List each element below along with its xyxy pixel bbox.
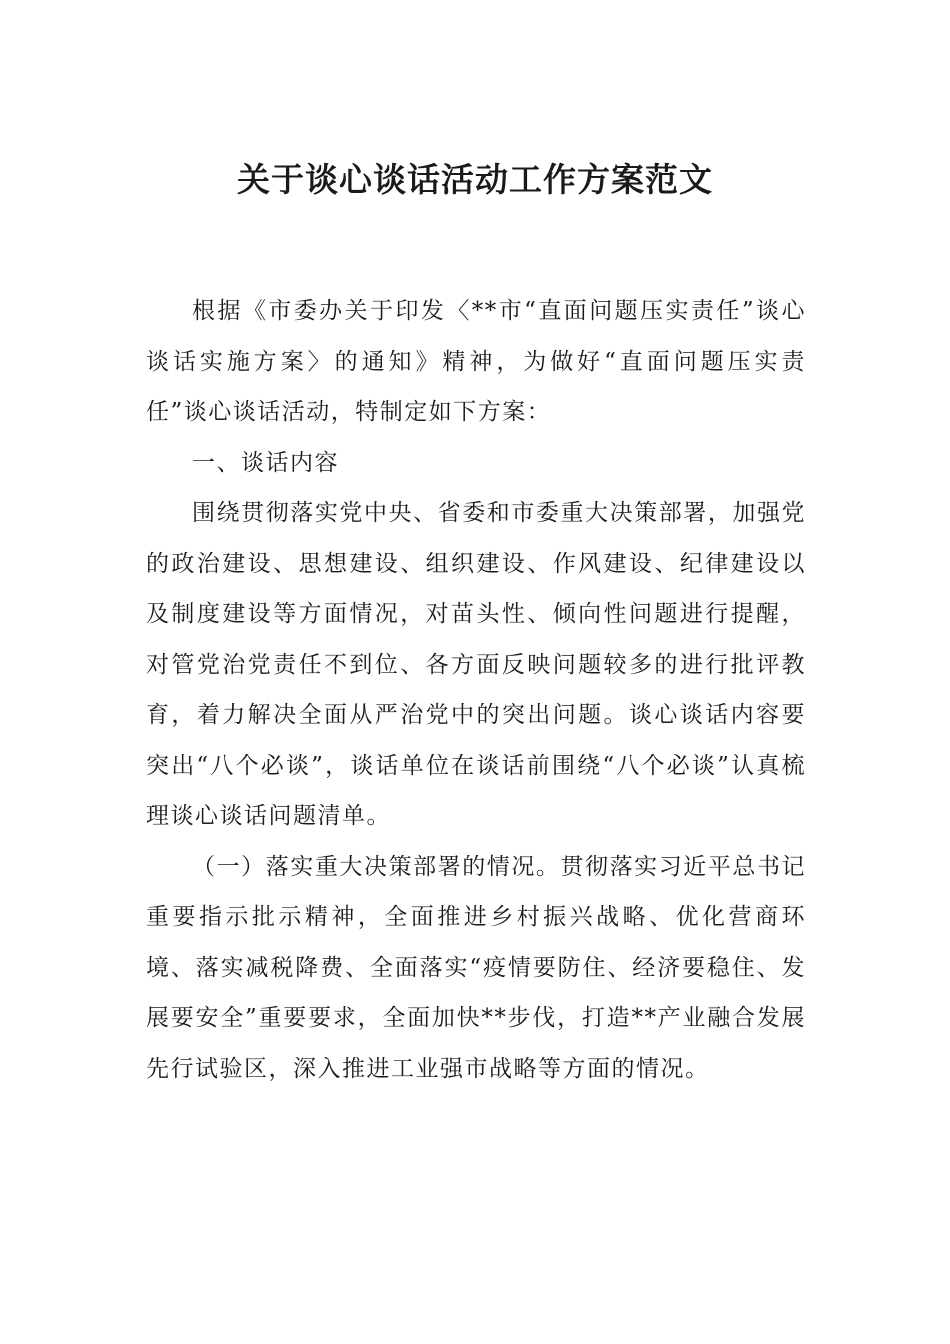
document-body xyxy=(146,286,806,1094)
document-title: 关于谈心谈话活动工作方案范文 xyxy=(237,160,713,199)
section-heading-talk-content: 一、谈话内容 xyxy=(192,449,339,476)
paragraph-decision-deployment: （一）落实重大决策部署的情况。贯彻落实习近平总书记重要指示批示精神，全面推进乡村振兴战略、优化营商环境、落实减税降费、全面落实“疫情要防住、经济要稳住、发展要安全”重要要求，全面加快**步伐，打造**产业融合发展先行试验区，深入推进工业强市战略等方面的情况。 xyxy=(146,853,806,1082)
paragraph-talk-content: 围绕贯彻落实党中央、省委和市委重大决策部署，加强党的政治建设、思想建设、组织建设、作风建设、纪律建设以及制度建设等方面情况，对苗头性、倾向性问题进行提醒，对管党治党责任不到位、各方面反映问题较多的进行批评教育，着力解决全面从严治党中的突出问题。谈心谈话内容要突出“八个必谈”，谈话单位在谈话前围绕“八个必谈”认真梳理谈心谈话问题清单。 xyxy=(146,500,806,829)
paragraph-intro: 根据《市委办关于印发〈**市“直面问题压实责任”谈心谈话实施方案〉的通知》精神，为做好“直面问题压实责任”谈心谈话活动，特制定如下方案： xyxy=(146,298,806,425)
